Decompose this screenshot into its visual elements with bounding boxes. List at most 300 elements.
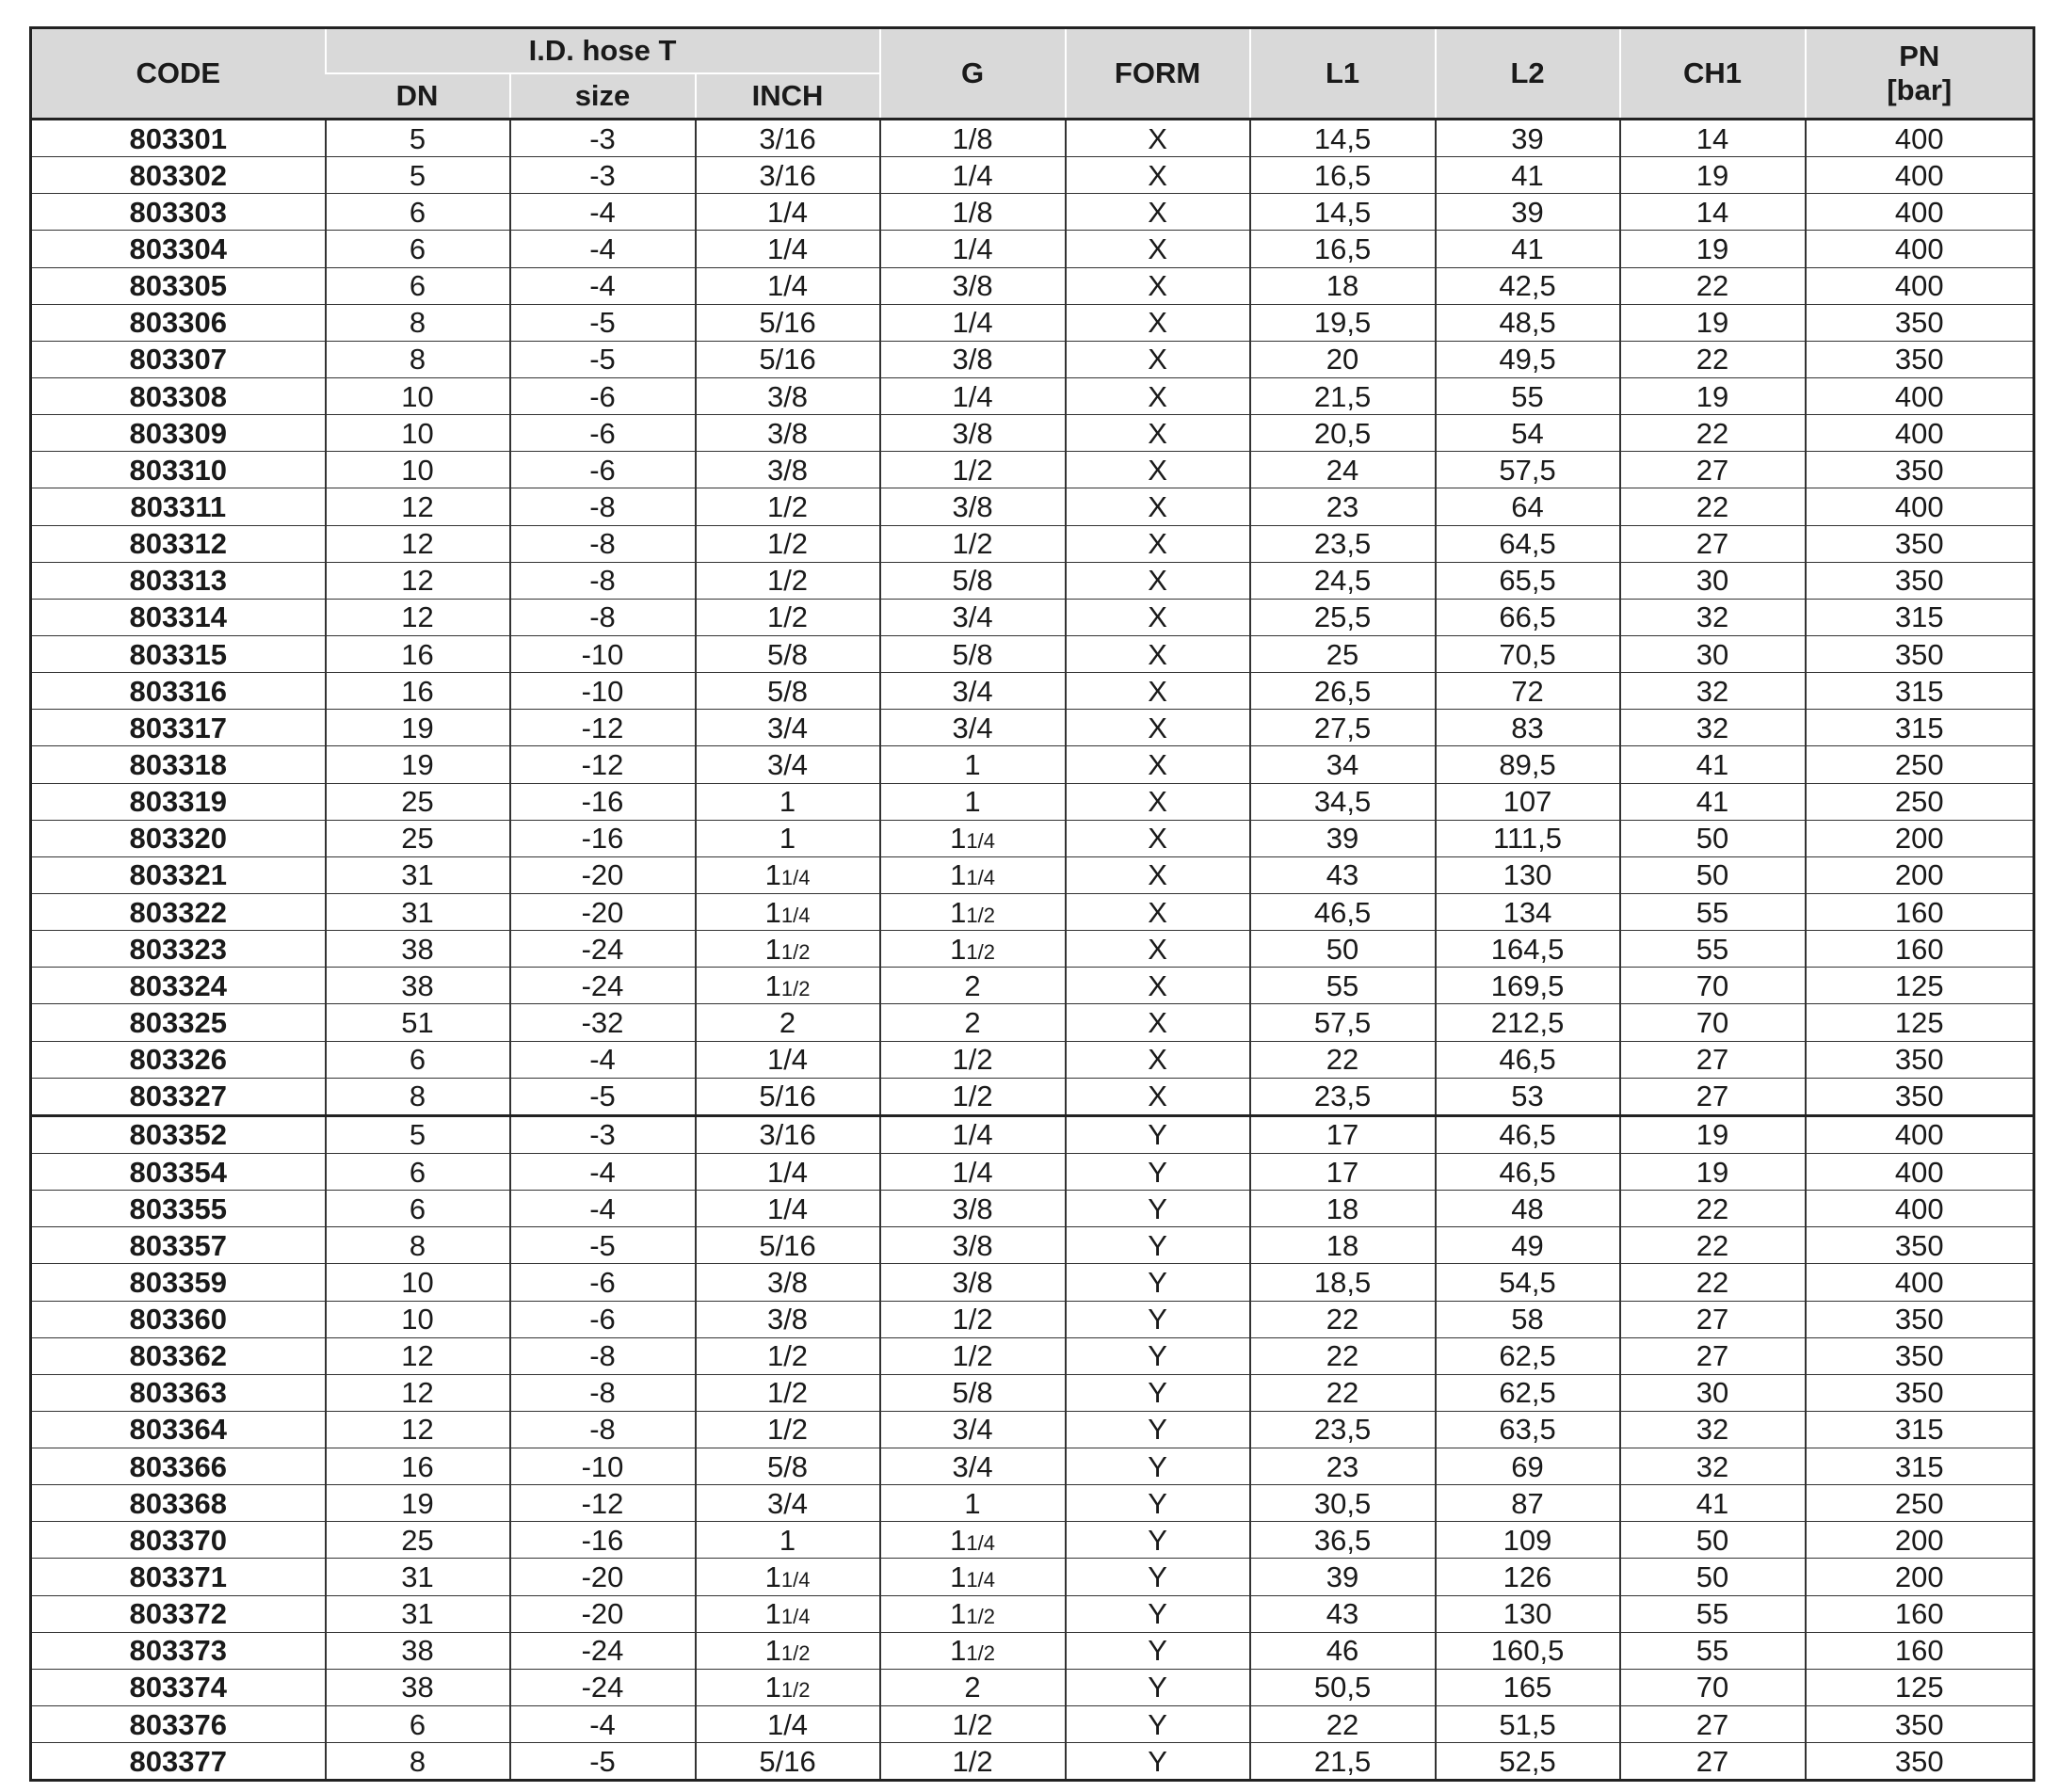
cell-l1: 18 (1250, 267, 1436, 304)
table-row (31, 599, 2034, 635)
cell-inch: 1/2 (696, 1337, 880, 1374)
cell-inch: 5/16 (696, 304, 880, 341)
cell-inch: 11/2 (696, 968, 880, 1004)
cell-size: -32 (510, 1004, 696, 1041)
cell-form: Y (1066, 1632, 1250, 1669)
cell-ch1: 22 (1620, 1191, 1806, 1227)
cell-ch1: 70 (1620, 1669, 1806, 1705)
table-header (31, 28, 2034, 120)
cell-g: 11/4 (880, 1522, 1066, 1559)
cell-l2: 64 (1436, 488, 1620, 525)
cell-form: X (1066, 1078, 1250, 1115)
cell-inch: 2 (696, 1004, 880, 1041)
table-row (31, 1337, 2034, 1374)
cell-l2: 46,5 (1436, 1153, 1620, 1190)
cell-inch: 3/16 (696, 157, 880, 194)
table-row (31, 1374, 2034, 1411)
cell-pn: 315 (1806, 1411, 2034, 1448)
cell-g: 3/8 (880, 415, 1066, 452)
cell-pn: 350 (1806, 635, 2034, 672)
cell-pn: 200 (1806, 1522, 2034, 1559)
cell-inch: 1 (696, 1522, 880, 1559)
cell-l2: 164,5 (1436, 931, 1620, 968)
table-row (31, 710, 2034, 746)
cell-ch1: 22 (1620, 341, 1806, 377)
table-row (31, 856, 2034, 893)
cell-code: 803317 (31, 710, 326, 746)
cell-l1: 16,5 (1250, 231, 1436, 267)
cell-l1: 22 (1250, 1374, 1436, 1411)
cell-pn: 160 (1806, 931, 2034, 968)
cell-pn: 200 (1806, 856, 2034, 893)
cell-l2: 63,5 (1436, 1411, 1620, 1448)
cell-form: Y (1066, 1264, 1250, 1301)
table-row (31, 968, 2034, 1004)
cell-form: Y (1066, 1153, 1250, 1190)
cell-size: -20 (510, 856, 696, 893)
cell-ch1: 32 (1620, 1448, 1806, 1485)
cell-size: -5 (510, 341, 696, 377)
cell-ch1: 27 (1620, 1743, 1806, 1781)
cell-ch1: 41 (1620, 746, 1806, 783)
cell-ch1: 14 (1620, 194, 1806, 231)
table-row (31, 1632, 2034, 1669)
cell-size: -12 (510, 746, 696, 783)
cell-size: -4 (510, 231, 696, 267)
cell-inch: 5/16 (696, 1227, 880, 1264)
cell-l2: 70,5 (1436, 635, 1620, 672)
cell-inch: 1 (696, 783, 880, 820)
header-size: size (510, 73, 696, 120)
cell-size: -5 (510, 1227, 696, 1264)
cell-dn: 8 (326, 1078, 510, 1115)
cell-inch: 1/4 (696, 231, 880, 267)
cell-dn: 8 (326, 1743, 510, 1781)
cell-pn: 160 (1806, 1595, 2034, 1632)
cell-ch1: 55 (1620, 1632, 1806, 1669)
cell-form: X (1066, 820, 1250, 856)
cell-l1: 43 (1250, 1595, 1436, 1632)
cell-dn: 16 (326, 1448, 510, 1485)
cell-g: 1/2 (880, 452, 1066, 488)
cell-size: -6 (510, 377, 696, 414)
cell-l2: 58 (1436, 1301, 1620, 1337)
table-row (31, 1191, 2034, 1227)
cell-ch1: 19 (1620, 1153, 1806, 1190)
cell-dn: 6 (326, 1153, 510, 1190)
cell-g: 5/8 (880, 562, 1066, 599)
cell-code: 803325 (31, 1004, 326, 1041)
cell-l2: 169,5 (1436, 968, 1620, 1004)
cell-code: 803357 (31, 1227, 326, 1264)
cell-g: 1/8 (880, 120, 1066, 157)
cell-l2: 130 (1436, 856, 1620, 893)
table-row (31, 1595, 2034, 1632)
cell-ch1: 55 (1620, 1595, 1806, 1632)
table-row (31, 1485, 2034, 1522)
cell-form: X (1066, 415, 1250, 452)
cell-code: 803324 (31, 968, 326, 1004)
cell-form: Y (1066, 1301, 1250, 1337)
table-row (31, 231, 2034, 267)
cell-g: 3/4 (880, 673, 1066, 710)
cell-ch1: 19 (1620, 304, 1806, 341)
cell-pn: 250 (1806, 1485, 2034, 1522)
table-row (31, 1153, 2034, 1190)
cell-form: X (1066, 194, 1250, 231)
cell-g: 1 (880, 746, 1066, 783)
cell-form: Y (1066, 1595, 1250, 1632)
cell-inch: 1/2 (696, 562, 880, 599)
cell-l1: 23,5 (1250, 1411, 1436, 1448)
cell-inch: 5/8 (696, 635, 880, 672)
cell-size: -24 (510, 931, 696, 968)
table-row (31, 1227, 2034, 1264)
cell-g: 11/2 (880, 1595, 1066, 1632)
cell-l1: 20,5 (1250, 415, 1436, 452)
cell-dn: 38 (326, 1669, 510, 1705)
cell-g: 3/8 (880, 1227, 1066, 1264)
cell-l2: 111,5 (1436, 820, 1620, 856)
cell-pn: 160 (1806, 893, 2034, 930)
cell-l1: 55 (1250, 968, 1436, 1004)
cell-inch: 11/4 (696, 1559, 880, 1595)
table-row (31, 377, 2034, 414)
cell-pn: 250 (1806, 746, 2034, 783)
cell-l2: 109 (1436, 1522, 1620, 1559)
cell-ch1: 30 (1620, 562, 1806, 599)
cell-ch1: 27 (1620, 1041, 1806, 1078)
cell-inch: 3/8 (696, 377, 880, 414)
cell-l1: 19,5 (1250, 304, 1436, 341)
cell-form: Y (1066, 1522, 1250, 1559)
cell-l2: 62,5 (1436, 1337, 1620, 1374)
cell-pn: 400 (1806, 415, 2034, 452)
table-row (31, 673, 2034, 710)
cell-g: 1/4 (880, 1115, 1066, 1153)
cell-g: 1/2 (880, 1078, 1066, 1115)
cell-code: 803326 (31, 1041, 326, 1078)
cell-dn: 8 (326, 304, 510, 341)
cell-l2: 64,5 (1436, 525, 1620, 562)
cell-size: -20 (510, 1559, 696, 1595)
cell-code: 803362 (31, 1337, 326, 1374)
cell-dn: 31 (326, 856, 510, 893)
cell-g: 3/8 (880, 1264, 1066, 1301)
cell-l1: 39 (1250, 1559, 1436, 1595)
cell-code: 803360 (31, 1301, 326, 1337)
cell-g: 3/8 (880, 267, 1066, 304)
cell-form: X (1066, 673, 1250, 710)
cell-code: 803320 (31, 820, 326, 856)
cell-code: 803372 (31, 1595, 326, 1632)
header-l2: L2 (1436, 28, 1620, 120)
cell-g: 1/4 (880, 157, 1066, 194)
cell-pn: 350 (1806, 1227, 2034, 1264)
cell-inch: 3/4 (696, 746, 880, 783)
cell-l2: 52,5 (1436, 1743, 1620, 1781)
cell-l1: 36,5 (1250, 1522, 1436, 1559)
cell-l2: 89,5 (1436, 746, 1620, 783)
cell-code: 803301 (31, 120, 326, 157)
cell-code: 803304 (31, 231, 326, 267)
cell-code: 803327 (31, 1078, 326, 1115)
cell-l1: 23 (1250, 1448, 1436, 1485)
cell-pn: 400 (1806, 120, 2034, 157)
cell-ch1: 27 (1620, 452, 1806, 488)
cell-l1: 26,5 (1250, 673, 1436, 710)
cell-inch: 11/4 (696, 1595, 880, 1632)
cell-code: 803323 (31, 931, 326, 968)
cell-g: 1/2 (880, 525, 1066, 562)
cell-pn: 125 (1806, 1004, 2034, 1041)
table-row (31, 452, 2034, 488)
table-row (31, 341, 2034, 377)
cell-pn: 400 (1806, 1115, 2034, 1153)
cell-g: 2 (880, 1669, 1066, 1705)
cell-pn: 400 (1806, 157, 2034, 194)
cell-inch: 3/8 (696, 415, 880, 452)
cell-ch1: 27 (1620, 1706, 1806, 1743)
cell-form: X (1066, 1041, 1250, 1078)
cell-inch: 1/4 (696, 1706, 880, 1743)
cell-inch: 11/4 (696, 893, 880, 930)
cell-g: 1/4 (880, 1153, 1066, 1190)
cell-dn: 6 (326, 231, 510, 267)
cell-form: Y (1066, 1227, 1250, 1264)
cell-l2: 66,5 (1436, 599, 1620, 635)
cell-dn: 6 (326, 1041, 510, 1078)
cell-form: X (1066, 856, 1250, 893)
cell-code: 803321 (31, 856, 326, 893)
cell-code: 803305 (31, 267, 326, 304)
cell-form: Y (1066, 1559, 1250, 1595)
cell-l2: 55 (1436, 377, 1620, 414)
cell-code: 803373 (31, 1632, 326, 1669)
header-pn-unit: [bar] (1887, 73, 1953, 106)
cell-l1: 20 (1250, 341, 1436, 377)
cell-l1: 24,5 (1250, 562, 1436, 599)
cell-size: -10 (510, 673, 696, 710)
cell-code: 803316 (31, 673, 326, 710)
cell-l1: 43 (1250, 856, 1436, 893)
cell-l2: 165 (1436, 1669, 1620, 1705)
cell-code: 803309 (31, 415, 326, 452)
cell-l1: 34,5 (1250, 783, 1436, 820)
cell-g: 2 (880, 1004, 1066, 1041)
header-code: CODE (31, 28, 326, 120)
cell-form: X (1066, 525, 1250, 562)
table-row (31, 820, 2034, 856)
cell-form: Y (1066, 1706, 1250, 1743)
cell-size: -8 (510, 1374, 696, 1411)
cell-l1: 24 (1250, 452, 1436, 488)
cell-inch: 1/4 (696, 1153, 880, 1190)
cell-form: X (1066, 267, 1250, 304)
cell-ch1: 27 (1620, 1078, 1806, 1115)
cell-size: -24 (510, 1632, 696, 1669)
cell-pn: 400 (1806, 267, 2034, 304)
cell-l2: 87 (1436, 1485, 1620, 1522)
cell-g: 3/4 (880, 599, 1066, 635)
cell-size: -6 (510, 1264, 696, 1301)
cell-size: -6 (510, 415, 696, 452)
cell-inch: 3/4 (696, 710, 880, 746)
cell-code: 803308 (31, 377, 326, 414)
cell-dn: 38 (326, 1632, 510, 1669)
cell-form: Y (1066, 1448, 1250, 1485)
cell-form: X (1066, 304, 1250, 341)
cell-inch: 3/8 (696, 452, 880, 488)
cell-size: -8 (510, 488, 696, 525)
cell-form: Y (1066, 1374, 1250, 1411)
cell-g: 1/4 (880, 304, 1066, 341)
cell-pn: 350 (1806, 1337, 2034, 1374)
cell-dn: 12 (326, 488, 510, 525)
cell-size: -24 (510, 968, 696, 1004)
cell-ch1: 41 (1620, 783, 1806, 820)
cell-dn: 19 (326, 1485, 510, 1522)
cell-form: X (1066, 968, 1250, 1004)
cell-ch1: 41 (1620, 1485, 1806, 1522)
cell-form: X (1066, 488, 1250, 525)
cell-l1: 46,5 (1250, 893, 1436, 930)
cell-code: 803322 (31, 893, 326, 930)
cell-code: 803313 (31, 562, 326, 599)
cell-dn: 5 (326, 157, 510, 194)
cell-inch: 1/2 (696, 599, 880, 635)
cell-form: Y (1066, 1669, 1250, 1705)
cell-pn: 315 (1806, 673, 2034, 710)
cell-l1: 50 (1250, 931, 1436, 968)
cell-l1: 25,5 (1250, 599, 1436, 635)
cell-size: -12 (510, 1485, 696, 1522)
cell-l1: 22 (1250, 1706, 1436, 1743)
cell-l2: 42,5 (1436, 267, 1620, 304)
cell-dn: 10 (326, 1264, 510, 1301)
cell-g: 11/2 (880, 1632, 1066, 1669)
cell-dn: 16 (326, 673, 510, 710)
table-row (31, 120, 2034, 157)
cell-form: X (1066, 377, 1250, 414)
cell-form: X (1066, 746, 1250, 783)
cell-pn: 400 (1806, 377, 2034, 414)
cell-l2: 72 (1436, 673, 1620, 710)
cell-size: -4 (510, 194, 696, 231)
cell-pn: 400 (1806, 1191, 2034, 1227)
cell-g: 1/2 (880, 1301, 1066, 1337)
cell-ch1: 70 (1620, 1004, 1806, 1041)
cell-l2: 54 (1436, 415, 1620, 452)
header-form: FORM (1066, 28, 1250, 120)
cell-size: -3 (510, 1115, 696, 1153)
cell-g: 3/4 (880, 1448, 1066, 1485)
cell-size: -4 (510, 1153, 696, 1190)
cell-l2: 49,5 (1436, 341, 1620, 377)
cell-ch1: 27 (1620, 1337, 1806, 1374)
table-row (31, 415, 2034, 452)
cell-size: -8 (510, 525, 696, 562)
cell-size: -5 (510, 304, 696, 341)
cell-form: Y (1066, 1743, 1250, 1781)
cell-dn: 6 (326, 194, 510, 231)
cell-ch1: 50 (1620, 820, 1806, 856)
cell-g: 1/2 (880, 1743, 1066, 1781)
cell-size: -6 (510, 1301, 696, 1337)
cell-ch1: 32 (1620, 673, 1806, 710)
cell-g: 3/4 (880, 1411, 1066, 1448)
cell-ch1: 27 (1620, 1301, 1806, 1337)
table-row (31, 157, 2034, 194)
cell-code: 803374 (31, 1669, 326, 1705)
cell-l2: 46,5 (1436, 1115, 1620, 1153)
cell-dn: 38 (326, 968, 510, 1004)
cell-size: -12 (510, 710, 696, 746)
table-body (31, 120, 2034, 1781)
cell-ch1: 22 (1620, 1264, 1806, 1301)
cell-ch1: 55 (1620, 931, 1806, 968)
cell-code: 803312 (31, 525, 326, 562)
cell-g: 1/2 (880, 1041, 1066, 1078)
cell-l2: 39 (1436, 120, 1620, 157)
cell-g: 11/4 (880, 820, 1066, 856)
cell-form: X (1066, 562, 1250, 599)
cell-pn: 125 (1806, 1669, 2034, 1705)
header-inch: INCH (696, 73, 880, 120)
table-row (31, 1522, 2034, 1559)
cell-ch1: 19 (1620, 157, 1806, 194)
cell-dn: 12 (326, 1337, 510, 1374)
cell-inch: 1/4 (696, 1191, 880, 1227)
cell-code: 803370 (31, 1522, 326, 1559)
cell-inch: 3/8 (696, 1264, 880, 1301)
table-row (31, 525, 2034, 562)
cell-size: -8 (510, 1337, 696, 1374)
cell-inch: 3/16 (696, 120, 880, 157)
cell-size: -10 (510, 1448, 696, 1485)
cell-dn: 10 (326, 415, 510, 452)
cell-g: 5/8 (880, 1374, 1066, 1411)
cell-inch: 1/4 (696, 1041, 880, 1078)
cell-l1: 25 (1250, 635, 1436, 672)
cell-ch1: 30 (1620, 635, 1806, 672)
cell-l2: 57,5 (1436, 452, 1620, 488)
cell-size: -24 (510, 1669, 696, 1705)
cell-size: -4 (510, 1191, 696, 1227)
cell-l2: 51,5 (1436, 1706, 1620, 1743)
cell-l2: 126 (1436, 1559, 1620, 1595)
cell-pn: 350 (1806, 1078, 2034, 1115)
cell-inch: 1/2 (696, 1411, 880, 1448)
cell-dn: 31 (326, 1559, 510, 1595)
cell-pn: 400 (1806, 231, 2034, 267)
cell-dn: 12 (326, 525, 510, 562)
cell-inch: 1 (696, 820, 880, 856)
cell-ch1: 32 (1620, 1411, 1806, 1448)
cell-size: -4 (510, 1041, 696, 1078)
cell-dn: 31 (326, 893, 510, 930)
cell-ch1: 19 (1620, 231, 1806, 267)
cell-form: X (1066, 599, 1250, 635)
cell-pn: 400 (1806, 1153, 2034, 1190)
cell-l1: 16,5 (1250, 157, 1436, 194)
cell-pn: 350 (1806, 1743, 2034, 1781)
header-id-hose: I.D. hose T (326, 28, 880, 74)
cell-g: 3/4 (880, 710, 1066, 746)
cell-code: 803310 (31, 452, 326, 488)
cell-size: -20 (510, 893, 696, 930)
cell-size: -10 (510, 635, 696, 672)
